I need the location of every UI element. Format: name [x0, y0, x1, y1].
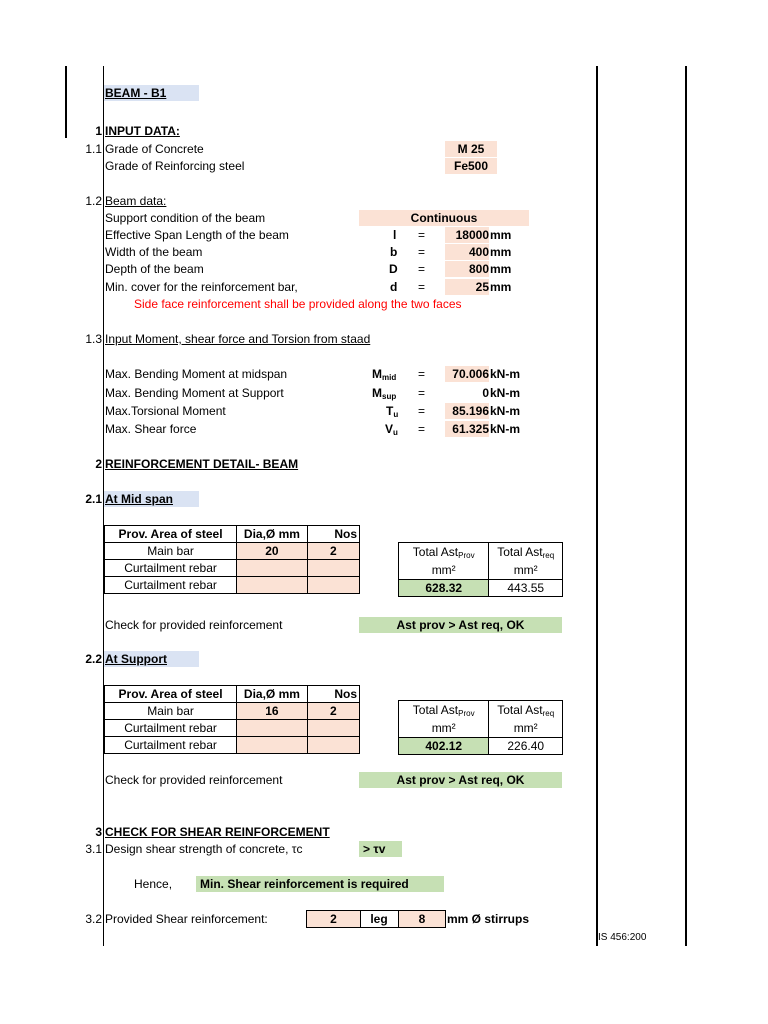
moment-sup-value: 0 [482, 386, 489, 400]
table-header: Dia,Ø mm [237, 686, 308, 703]
section-number: 3 [95, 825, 102, 839]
section-number: 1.2 [85, 194, 102, 208]
shear-strength-label: Design shear strength of concrete, τc [105, 842, 303, 856]
side-face-note: Side face reinforcement shall be provided along the two faces [134, 297, 462, 311]
equals-sign: = [418, 367, 426, 381]
check-result: Ast prov > Ast req, OK [359, 617, 562, 633]
stirrup-legs-value: 2 [306, 910, 361, 928]
unit-label: kN-m [490, 386, 521, 400]
provided-shear-label: Provided Shear reinforcement: [105, 912, 268, 926]
table-header: Prov. Area of steel [105, 686, 237, 703]
bar-dia [237, 560, 308, 577]
span-label: Effective Span Length of the beam [105, 228, 289, 242]
bar-dia [237, 577, 308, 594]
bar-name: Main bar [105, 703, 237, 720]
leg-label: leg [360, 910, 398, 928]
section-heading: Input Moment, shear force and Torsion from staad [105, 332, 371, 346]
equals-sign: = [418, 262, 426, 276]
bar-nos [307, 737, 359, 754]
concrete-grade-label: Grade of Concrete [105, 142, 204, 156]
shear-force-value: 61.325 [445, 421, 489, 437]
span-symbol: l [393, 228, 397, 242]
bar-name: Curtailment rebar [105, 560, 237, 577]
unit-label: mm [490, 280, 512, 294]
check-label: Check for provided reinforcement [105, 773, 283, 787]
bar-nos: 2 [307, 543, 359, 560]
unit-label: kN-m [490, 422, 521, 436]
unit-label: mm [490, 228, 512, 242]
stirrup-dia-value: 8 [398, 910, 446, 928]
section-heading: REINFORCEMENT DETAIL- BEAM [105, 457, 299, 471]
equals-sign: = [418, 245, 426, 259]
span-value: 18000 [445, 227, 489, 243]
moment-sup-label: Max. Bending Moment at Support [105, 386, 284, 400]
section-number: 2.2 [85, 652, 102, 666]
stirrup-unit-label: mm Ø stirrups [447, 912, 530, 926]
shear-requirement-result: Min. Shear reinforcement is required [196, 876, 444, 892]
table-row [105, 543, 360, 560]
support-condition-value: Continuous [359, 210, 529, 226]
total-ast-req-header: Total Ast$_{req}$ mm² [489, 543, 563, 580]
support-ast-table [398, 700, 563, 755]
bar-dia [237, 737, 308, 754]
bar-nos: 2 [307, 703, 359, 720]
bar-nos [307, 560, 359, 577]
bar-dia: 16 [237, 703, 308, 720]
check-result: Ast prov > Ast req, OK [359, 772, 562, 788]
mid-ast-table [398, 542, 563, 597]
section-heading: INPUT DATA: [105, 124, 180, 138]
moment-mid-symbol: $M_{mid}$ [372, 367, 397, 382]
section-number: 3.1 [85, 842, 102, 856]
moment-sup-symbol: $M_{sup}$ [372, 386, 397, 401]
right-border-line [685, 66, 687, 946]
equals-sign: = [418, 386, 426, 400]
table-header: Prov. Area of steel [105, 526, 237, 543]
section-number: 1.1 [85, 142, 102, 156]
page-title: BEAM - B1 [104, 85, 199, 101]
table-row [105, 577, 360, 594]
unit-label: mm [490, 245, 512, 259]
bar-dia [237, 720, 308, 737]
steel-grade-value: Fe500 [445, 158, 497, 174]
torsion-symbol: $T_u$ [386, 404, 399, 419]
section-number: 2.1 [85, 492, 102, 506]
ast-prov-value: 628.32 [399, 580, 489, 597]
unit-label: kN-m [490, 367, 521, 381]
torsion-value: 85.196 [445, 403, 489, 419]
support-condition-label: Support condition of the beam [105, 211, 266, 225]
unit-label: mm [490, 262, 512, 276]
table-row [105, 737, 360, 754]
depth-value: 800 [445, 261, 489, 277]
cover-label: Min. cover for the reinforcement bar, [105, 280, 298, 294]
bar-name: Curtailment rebar [105, 577, 237, 594]
check-label: Check for provided reinforcement [105, 618, 283, 632]
section-heading: At Support [104, 651, 199, 667]
ast-prov-value: 402.12 [399, 738, 489, 755]
ast-req-value: 443.55 [489, 580, 563, 597]
bar-nos [307, 720, 359, 737]
depth-symbol: D [389, 262, 398, 276]
total-ast-prov-header: Total Ast$_{Prov}$ mm² [399, 701, 489, 738]
torsion-label: Max.Torsional Moment [105, 404, 226, 418]
section-heading: Beam data: [105, 194, 167, 208]
section-heading: CHECK FOR SHEAR REINFORCEMENT [105, 825, 330, 839]
section-number: 3.2 [85, 912, 102, 926]
shear-force-symbol: $V_u$ [385, 422, 398, 437]
table-row [105, 703, 360, 720]
steel-grade-label: Grade of Reinforcing steel [105, 159, 245, 173]
equals-sign: = [418, 280, 426, 294]
moment-mid-value: 70.006 [445, 366, 489, 382]
ast-req-value: 226.40 [489, 738, 563, 755]
support-steel-table [104, 685, 360, 754]
width-value: 400 [445, 244, 489, 260]
equals-sign: = [418, 404, 426, 418]
section-heading: At Mid span [104, 491, 199, 507]
bar-nos [307, 577, 359, 594]
unit-label: kN-m [490, 404, 521, 418]
table-header: Nos [307, 526, 359, 543]
bar-name: Curtailment rebar [105, 737, 237, 754]
right-divider-line [596, 66, 598, 946]
footer-code-reference: IS 456:200 [598, 932, 647, 943]
bar-name: Curtailment rebar [105, 720, 237, 737]
shear-strength-value: > τv [359, 841, 402, 857]
total-ast-req-header: Total Ast$_{req}$ mm² [489, 701, 563, 738]
shear-force-label: Max. Shear force [105, 422, 197, 436]
table-row [105, 560, 360, 577]
equals-sign: = [418, 228, 426, 242]
concrete-grade-value: M 25 [445, 141, 497, 157]
section-number: 1 [95, 124, 102, 138]
table-header: Nos [307, 686, 359, 703]
cover-symbol: d [390, 280, 398, 294]
total-ast-prov-header: Total Ast$_{Prov}$ mm² [399, 543, 489, 580]
table-header: Dia,Ø mm [237, 526, 308, 543]
section-number: 2 [95, 457, 102, 471]
equals-sign: = [418, 422, 426, 436]
depth-label: Depth of the beam [105, 262, 204, 276]
width-label: Width of the beam [105, 245, 203, 259]
moment-mid-label: Max. Bending Moment at midspan [105, 367, 288, 381]
width-symbol: b [390, 245, 398, 259]
bar-dia: 20 [237, 543, 308, 560]
section-number: 1.3 [85, 332, 102, 346]
table-row [105, 720, 360, 737]
cover-value: 25 [445, 279, 489, 295]
mid-steel-table [104, 525, 360, 594]
hence-label: Hence, [134, 877, 173, 891]
bar-name: Main bar [105, 543, 237, 560]
